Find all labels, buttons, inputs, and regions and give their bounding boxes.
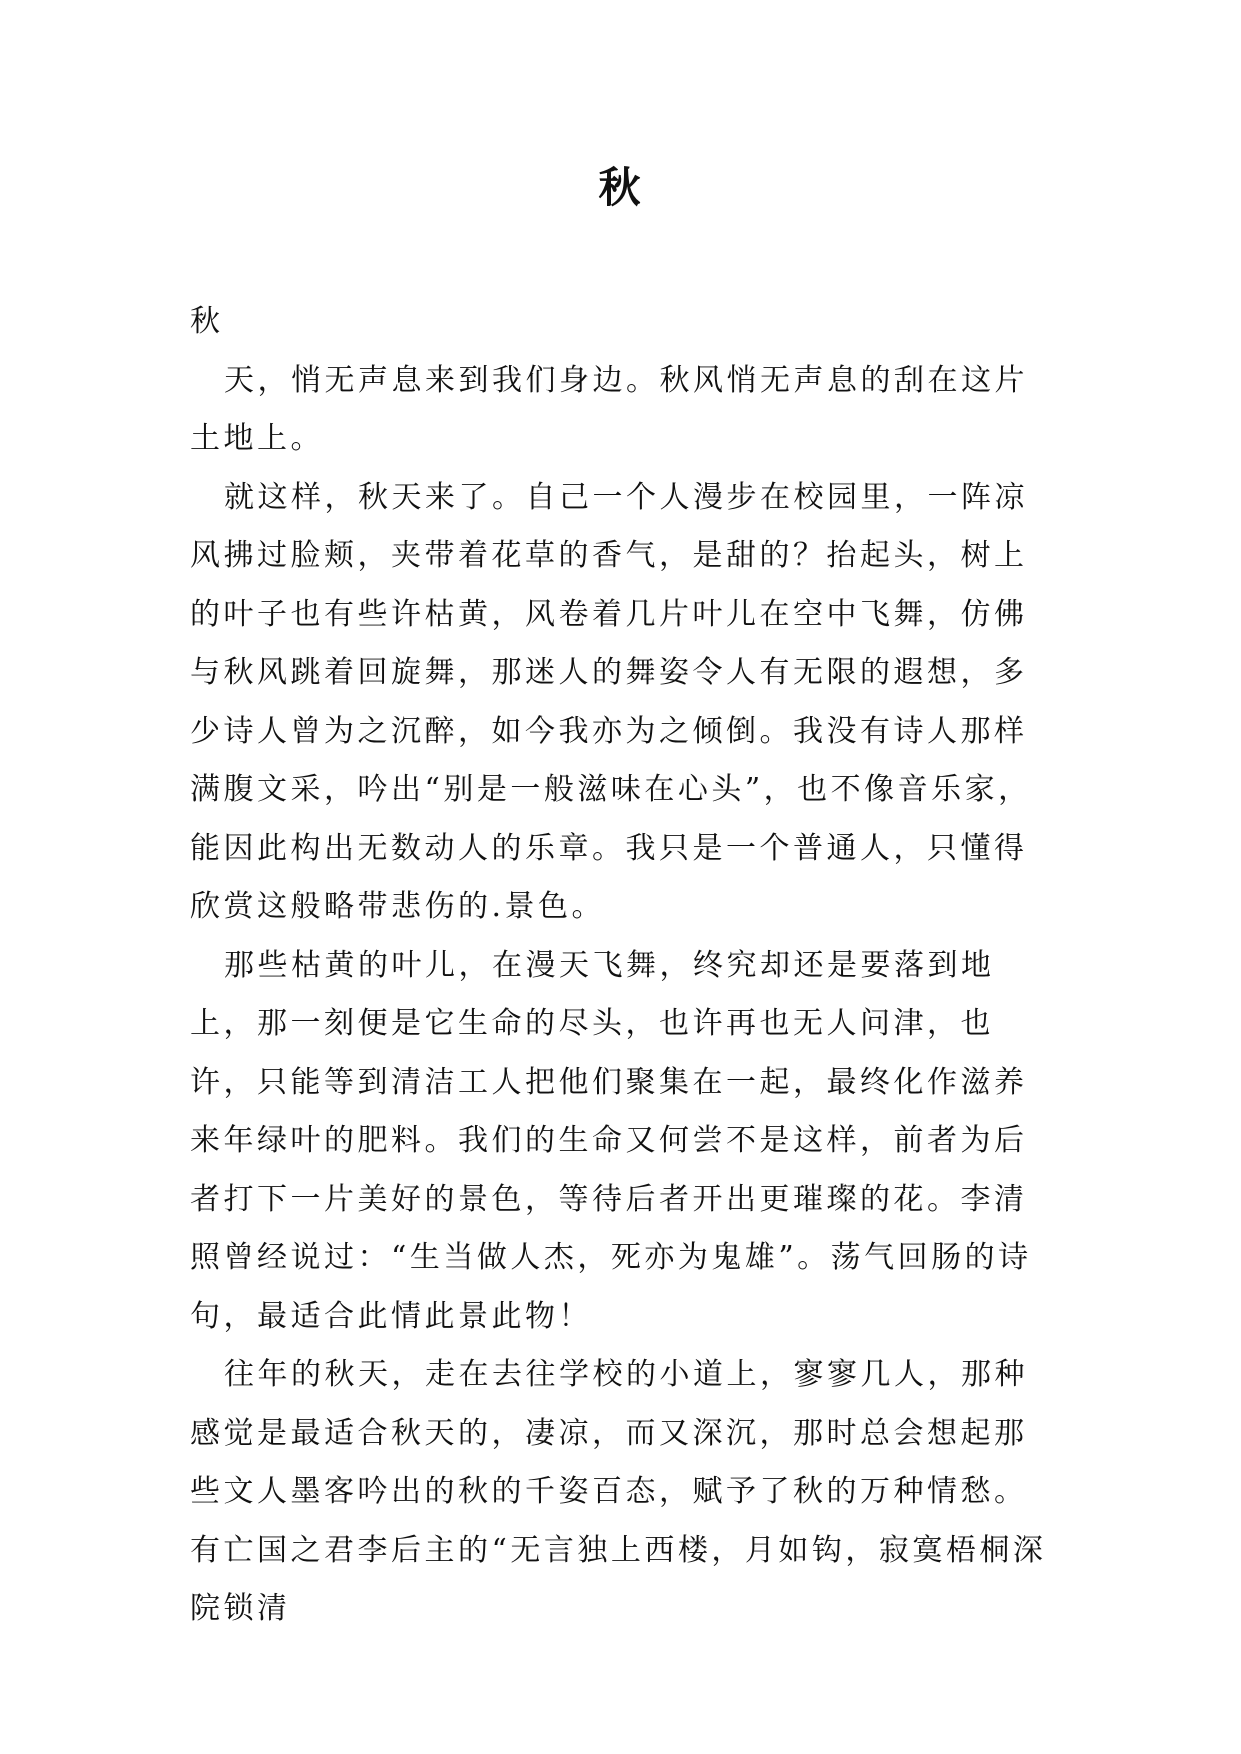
paragraph: 往年的秋天，走在去往学校的小道上，寥寥几人，那种感觉是最适合秋天的，凄凉，而又深沉，那时总会想起那些文人墨客吟出的秋的千姿百态，赋予了秋的万种情愁。有亡国之君李后主的“无言独上西楼，月如钩，寂寞梧桐深院锁清 [190,1357,1047,1626]
paragraph: 秋 [190,304,224,339]
paragraph: 天，悄无声息来到我们身边。秋风悄无声息的刮在这片土地上。 [190,362,1028,456]
paragraph: 那些枯黄的叶儿，在漫天飞舞，终究却还是要落到地上，那一刻便是它生命的尽头，也许再也无人问津，也许，只能等到清洁工人把他们聚集在一起，最终化作滋养来年绿叶的肥料。我们的生命又何尝不是这样，前者为后者打下一片美好的景色，等待后者开出更璀璨的花。李清照曾经说过：“生当做人杰，死亦为鬼雄”。荡气回肠的诗句，最适合此情此景此物！ [190,947,1032,1334]
paragraph: 就这样，秋天来了。自己一个人漫步在校园里，一阵凉风拂过脸颊，夹带着花草的香气，是甜的？抬起头，树上的叶子也有些许枯黄，风卷着几片叶儿在空中飞舞，仿佛与秋风跳着回旋舞，那迷人的舞姿令人有无限的遐想，多少诗人曾为之沉醉，如今我亦为之倾倒。我没有诗人那样满腹文采，吟出“别是一般滋味在心头”，也不像音乐家，能因此构出无数动人的乐章。我只是一个普通人，只懂得欣赏这般略带悲伤的.景色。 [190,479,1032,924]
document-body [190,293,1052,1639]
page-title: 秋 [598,163,643,212]
